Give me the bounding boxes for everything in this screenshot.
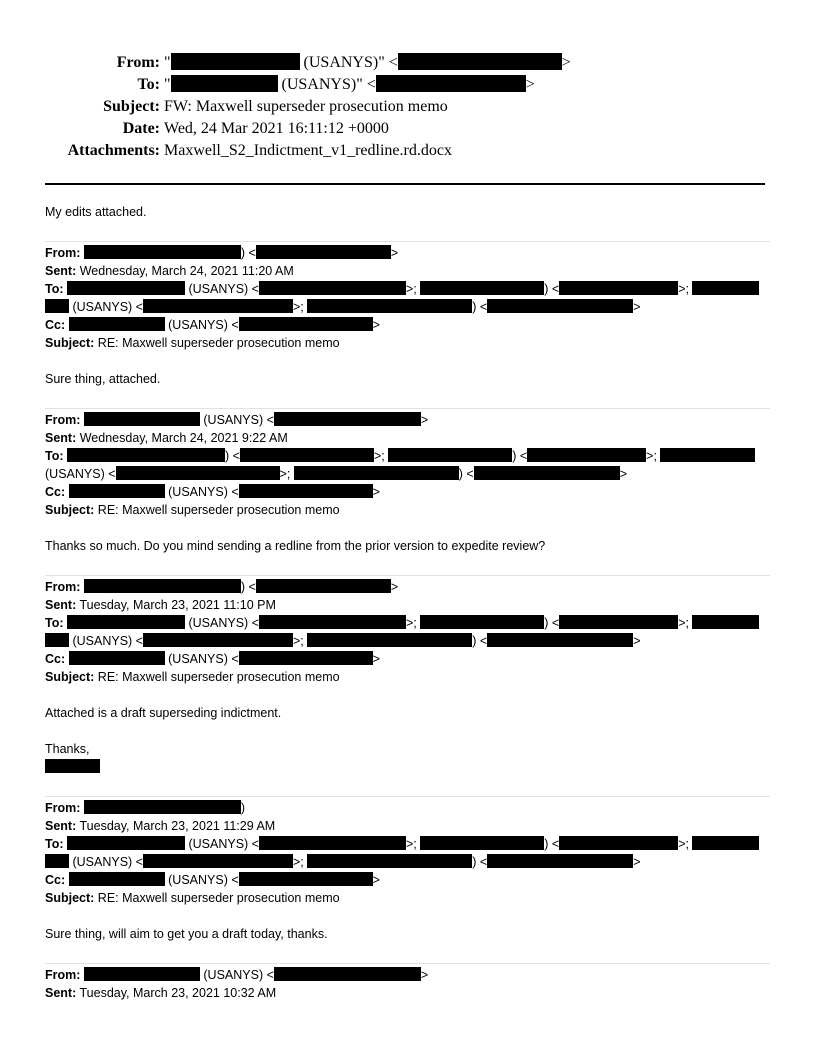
redaction-block [69, 872, 165, 886]
header-attachments-label: Attachments: [67, 142, 160, 159]
address-punctuation: >; [406, 616, 417, 630]
address-punctuation: ) < [544, 616, 560, 630]
subject-value: RE: Maxwell superseder prosecution memo [97, 891, 340, 905]
address-punctuation: (USANYS) < [168, 318, 239, 332]
sent-value: Tuesday, March 23, 2021 11:29 AM [79, 819, 276, 833]
redaction-block [259, 836, 406, 850]
redaction-block [388, 448, 512, 462]
redaction-block [294, 466, 459, 480]
address-punctuation: ) < [512, 449, 528, 463]
address-punctuation: > [372, 318, 380, 332]
address-punctuation: (USANYS) < [168, 652, 239, 666]
cc-label: Cc: [45, 318, 66, 332]
redaction-block [67, 615, 185, 629]
header-from-row [0, 52, 816, 74]
sent-label: Sent: [45, 819, 77, 833]
redaction-block [240, 448, 374, 462]
message-to-line [45, 281, 759, 298]
redaction-block [559, 836, 678, 850]
redaction-block [239, 651, 373, 665]
message-body-line: Thanks so much. Do you mind sending a redline from the prior version to expedite review? [45, 539, 546, 553]
address-punctuation: (USANYS) < [45, 467, 116, 481]
redaction-block [420, 836, 544, 850]
quote-mark: " [164, 76, 171, 93]
message-sent-line [45, 818, 275, 835]
header-date-value: Wed, 24 Mar 2021 16:11:12 +0000 [164, 120, 389, 137]
redaction-block [67, 281, 185, 295]
redaction-block [84, 967, 200, 981]
address-punctuation: ) < [472, 634, 488, 648]
redaction-block [420, 281, 544, 295]
redaction-block [256, 579, 391, 593]
address-punctuation: >; [678, 282, 689, 296]
address-punctuation: > [420, 968, 429, 982]
to-label: To: [45, 837, 64, 851]
from-label: From: [45, 968, 81, 982]
address-punctuation: ) < [458, 467, 474, 481]
address-punctuation: > [633, 855, 641, 869]
address-punctuation: ) < [544, 837, 560, 851]
redaction-block [171, 53, 300, 70]
redaction-block [487, 299, 633, 313]
subject-value: RE: Maxwell superseder prosecution memo [97, 670, 340, 684]
redaction-block [474, 466, 620, 480]
sent-label: Sent: [45, 264, 77, 278]
redaction-block [239, 484, 373, 498]
header-from-label: From: [116, 54, 160, 71]
redaction-block [274, 967, 421, 981]
header-to-label: To: [137, 76, 160, 93]
header-subject-label: Subject: [103, 98, 160, 115]
header-divider [45, 183, 765, 185]
address-punctuation: >; [293, 634, 304, 648]
header-to-row [0, 74, 816, 96]
header-date-label: Date: [122, 120, 160, 137]
header-date-row [0, 118, 816, 140]
message-from-line [45, 412, 428, 429]
message-cc-line [45, 651, 380, 668]
address-punctuation: > [390, 580, 399, 594]
message-from-line [45, 245, 398, 262]
redaction-block [143, 854, 293, 868]
message-from-line [45, 579, 398, 596]
to-label: To: [45, 282, 64, 296]
address-punctuation: (USANYS) < [188, 837, 259, 851]
sent-value: Tuesday, March 23, 2021 10:32 AM [79, 986, 277, 1000]
message-from-line [45, 967, 428, 984]
redaction-block [256, 245, 391, 259]
header-subject-value: FW: Maxwell superseder prosecution memo [164, 98, 448, 115]
redaction-block [398, 53, 562, 70]
redaction-block [559, 615, 678, 629]
redaction-block [45, 633, 69, 647]
address-punctuation: ) < [240, 580, 256, 594]
address-punctuation: (USANYS) < [72, 855, 143, 869]
address-punctuation: > [633, 634, 641, 648]
address-punctuation: >; [678, 616, 689, 630]
redaction-block [239, 317, 373, 331]
address-punctuation: > [372, 873, 380, 887]
redaction-block [84, 800, 241, 814]
message-subject-line [45, 890, 340, 907]
redaction-block [45, 854, 69, 868]
redaction-block [376, 75, 526, 92]
redaction-block [84, 412, 200, 426]
message-to-line [45, 615, 759, 632]
message-from-line [45, 800, 245, 817]
header-attachments-row [0, 140, 816, 162]
sent-label: Sent: [45, 598, 77, 612]
message-separator [45, 241, 770, 242]
address-punctuation: >; [293, 855, 304, 869]
address-punctuation: >; [406, 837, 417, 851]
address-punctuation: (USANYS) < [203, 413, 274, 427]
address-punctuation: ) < [544, 282, 560, 296]
message-sent-line [45, 597, 276, 614]
address-punctuation: (USANYS) < [168, 485, 239, 499]
message-to-line-cont [45, 854, 641, 871]
redaction-block [67, 836, 185, 850]
address-punctuation: (USANYS) < [72, 634, 143, 648]
subject-value: RE: Maxwell superseder prosecution memo [97, 336, 340, 350]
signature-line [45, 759, 100, 776]
message-to-line-cont [45, 299, 641, 316]
cc-label: Cc: [45, 873, 66, 887]
redaction-block [307, 633, 472, 647]
address-punctuation: (USANYS) < [188, 282, 259, 296]
to-label: To: [45, 449, 64, 463]
redaction-block [69, 484, 165, 498]
header-attachments-value[interactable]: Maxwell_S2_Indictment_v1_redline.rd.docx [164, 142, 452, 159]
header-to-org: (USANYS)" < [281, 76, 376, 93]
sent-label: Sent: [45, 986, 77, 1000]
message-cc-line [45, 872, 380, 889]
message-separator [45, 963, 770, 964]
message-subject-line [45, 669, 340, 686]
message-separator [45, 575, 770, 576]
redaction-block [69, 651, 165, 665]
address-punctuation: > [633, 300, 641, 314]
redaction-block [259, 615, 406, 629]
address-punctuation: >; [406, 282, 417, 296]
redaction-block [239, 872, 373, 886]
redaction-block [487, 633, 633, 647]
redaction-block [307, 299, 472, 313]
address-punctuation: > [372, 485, 380, 499]
to-label: To: [45, 616, 64, 630]
message-body-line: Attached is a draft superseding indictment. [45, 706, 282, 720]
redaction-block [45, 299, 69, 313]
redaction-block [259, 281, 406, 295]
message-cc-line [45, 317, 380, 334]
redaction-block [171, 75, 278, 92]
message-to-line [45, 448, 755, 465]
message-body-line: My edits attached. [45, 205, 147, 219]
redaction-block [84, 245, 241, 259]
sent-value: Wednesday, March 24, 2021 11:20 AM [79, 264, 294, 278]
message-separator [45, 408, 770, 409]
sent-value: Tuesday, March 23, 2021 11:10 PM [79, 598, 276, 612]
redaction-block [69, 317, 165, 331]
message-to-line-cont [45, 466, 627, 483]
subject-label: Subject: [45, 670, 95, 684]
message-sent-line [45, 430, 288, 447]
message-subject-line [45, 335, 340, 352]
message-sent-line [45, 263, 294, 280]
message-to-line [45, 836, 759, 853]
address-punctuation: ) < [225, 449, 240, 463]
message-body-line: Sure thing, will aim to get you a draft today, thanks. [45, 927, 328, 941]
address-punctuation: > [420, 413, 429, 427]
redaction-block [559, 281, 678, 295]
from-label: From: [45, 801, 81, 815]
sent-value: Wednesday, March 24, 2021 9:22 AM [79, 431, 288, 445]
redaction-block [487, 854, 633, 868]
redaction-block [45, 759, 100, 773]
message-body-line: Thanks, [45, 742, 90, 756]
message-subject-line [45, 502, 340, 519]
redaction-block [527, 448, 646, 462]
redaction-block [143, 633, 293, 647]
sent-label: Sent: [45, 431, 77, 445]
redaction-block [692, 836, 759, 850]
redaction-block [307, 854, 472, 868]
redaction-block [692, 281, 759, 295]
address-punctuation: >; [646, 449, 657, 463]
address-punctuation: > [619, 467, 628, 481]
redaction-block [116, 466, 280, 480]
subject-label: Subject: [45, 891, 95, 905]
address-punctuation: ) < [472, 300, 488, 314]
quote-mark: " [164, 54, 171, 71]
subject-value: RE: Maxwell superseder prosecution memo [97, 503, 340, 517]
address-punctuation: ) < [472, 855, 488, 869]
header-from-org: (USANYS)" < [303, 54, 398, 71]
redaction-block [660, 448, 755, 462]
address-punctuation: >; [293, 300, 304, 314]
angle-close: > [561, 54, 571, 71]
address-punctuation: (USANYS) < [72, 300, 143, 314]
subject-label: Subject: [45, 336, 95, 350]
redaction-block [274, 412, 421, 426]
from-label: From: [45, 580, 81, 594]
message-sent-line [45, 985, 276, 1002]
message-to-line-cont [45, 633, 641, 650]
cc-label: Cc: [45, 485, 66, 499]
message-body-line: Sure thing, attached. [45, 372, 161, 386]
address-punctuation: ) < [240, 246, 256, 260]
from-label: From: [45, 246, 81, 260]
email-header [0, 52, 816, 162]
angle-close: > [525, 76, 535, 93]
header-subject-row [0, 96, 816, 118]
address-punctuation: >; [279, 467, 291, 481]
subject-label: Subject: [45, 503, 95, 517]
address-punctuation: ) [240, 801, 246, 815]
redaction-block [692, 615, 759, 629]
address-punctuation: > [390, 246, 399, 260]
address-punctuation: (USANYS) < [168, 873, 239, 887]
address-punctuation: (USANYS) < [203, 968, 274, 982]
address-punctuation: (USANYS) < [188, 616, 259, 630]
address-punctuation: >; [678, 837, 689, 851]
address-punctuation: >; [373, 449, 385, 463]
cc-label: Cc: [45, 652, 66, 666]
from-label: From: [45, 413, 81, 427]
redaction-block [143, 299, 293, 313]
message-separator [45, 796, 770, 797]
message-cc-line [45, 484, 380, 501]
redaction-block [67, 448, 225, 462]
redaction-block [84, 579, 241, 593]
address-punctuation: > [372, 652, 380, 666]
redaction-block [420, 615, 544, 629]
